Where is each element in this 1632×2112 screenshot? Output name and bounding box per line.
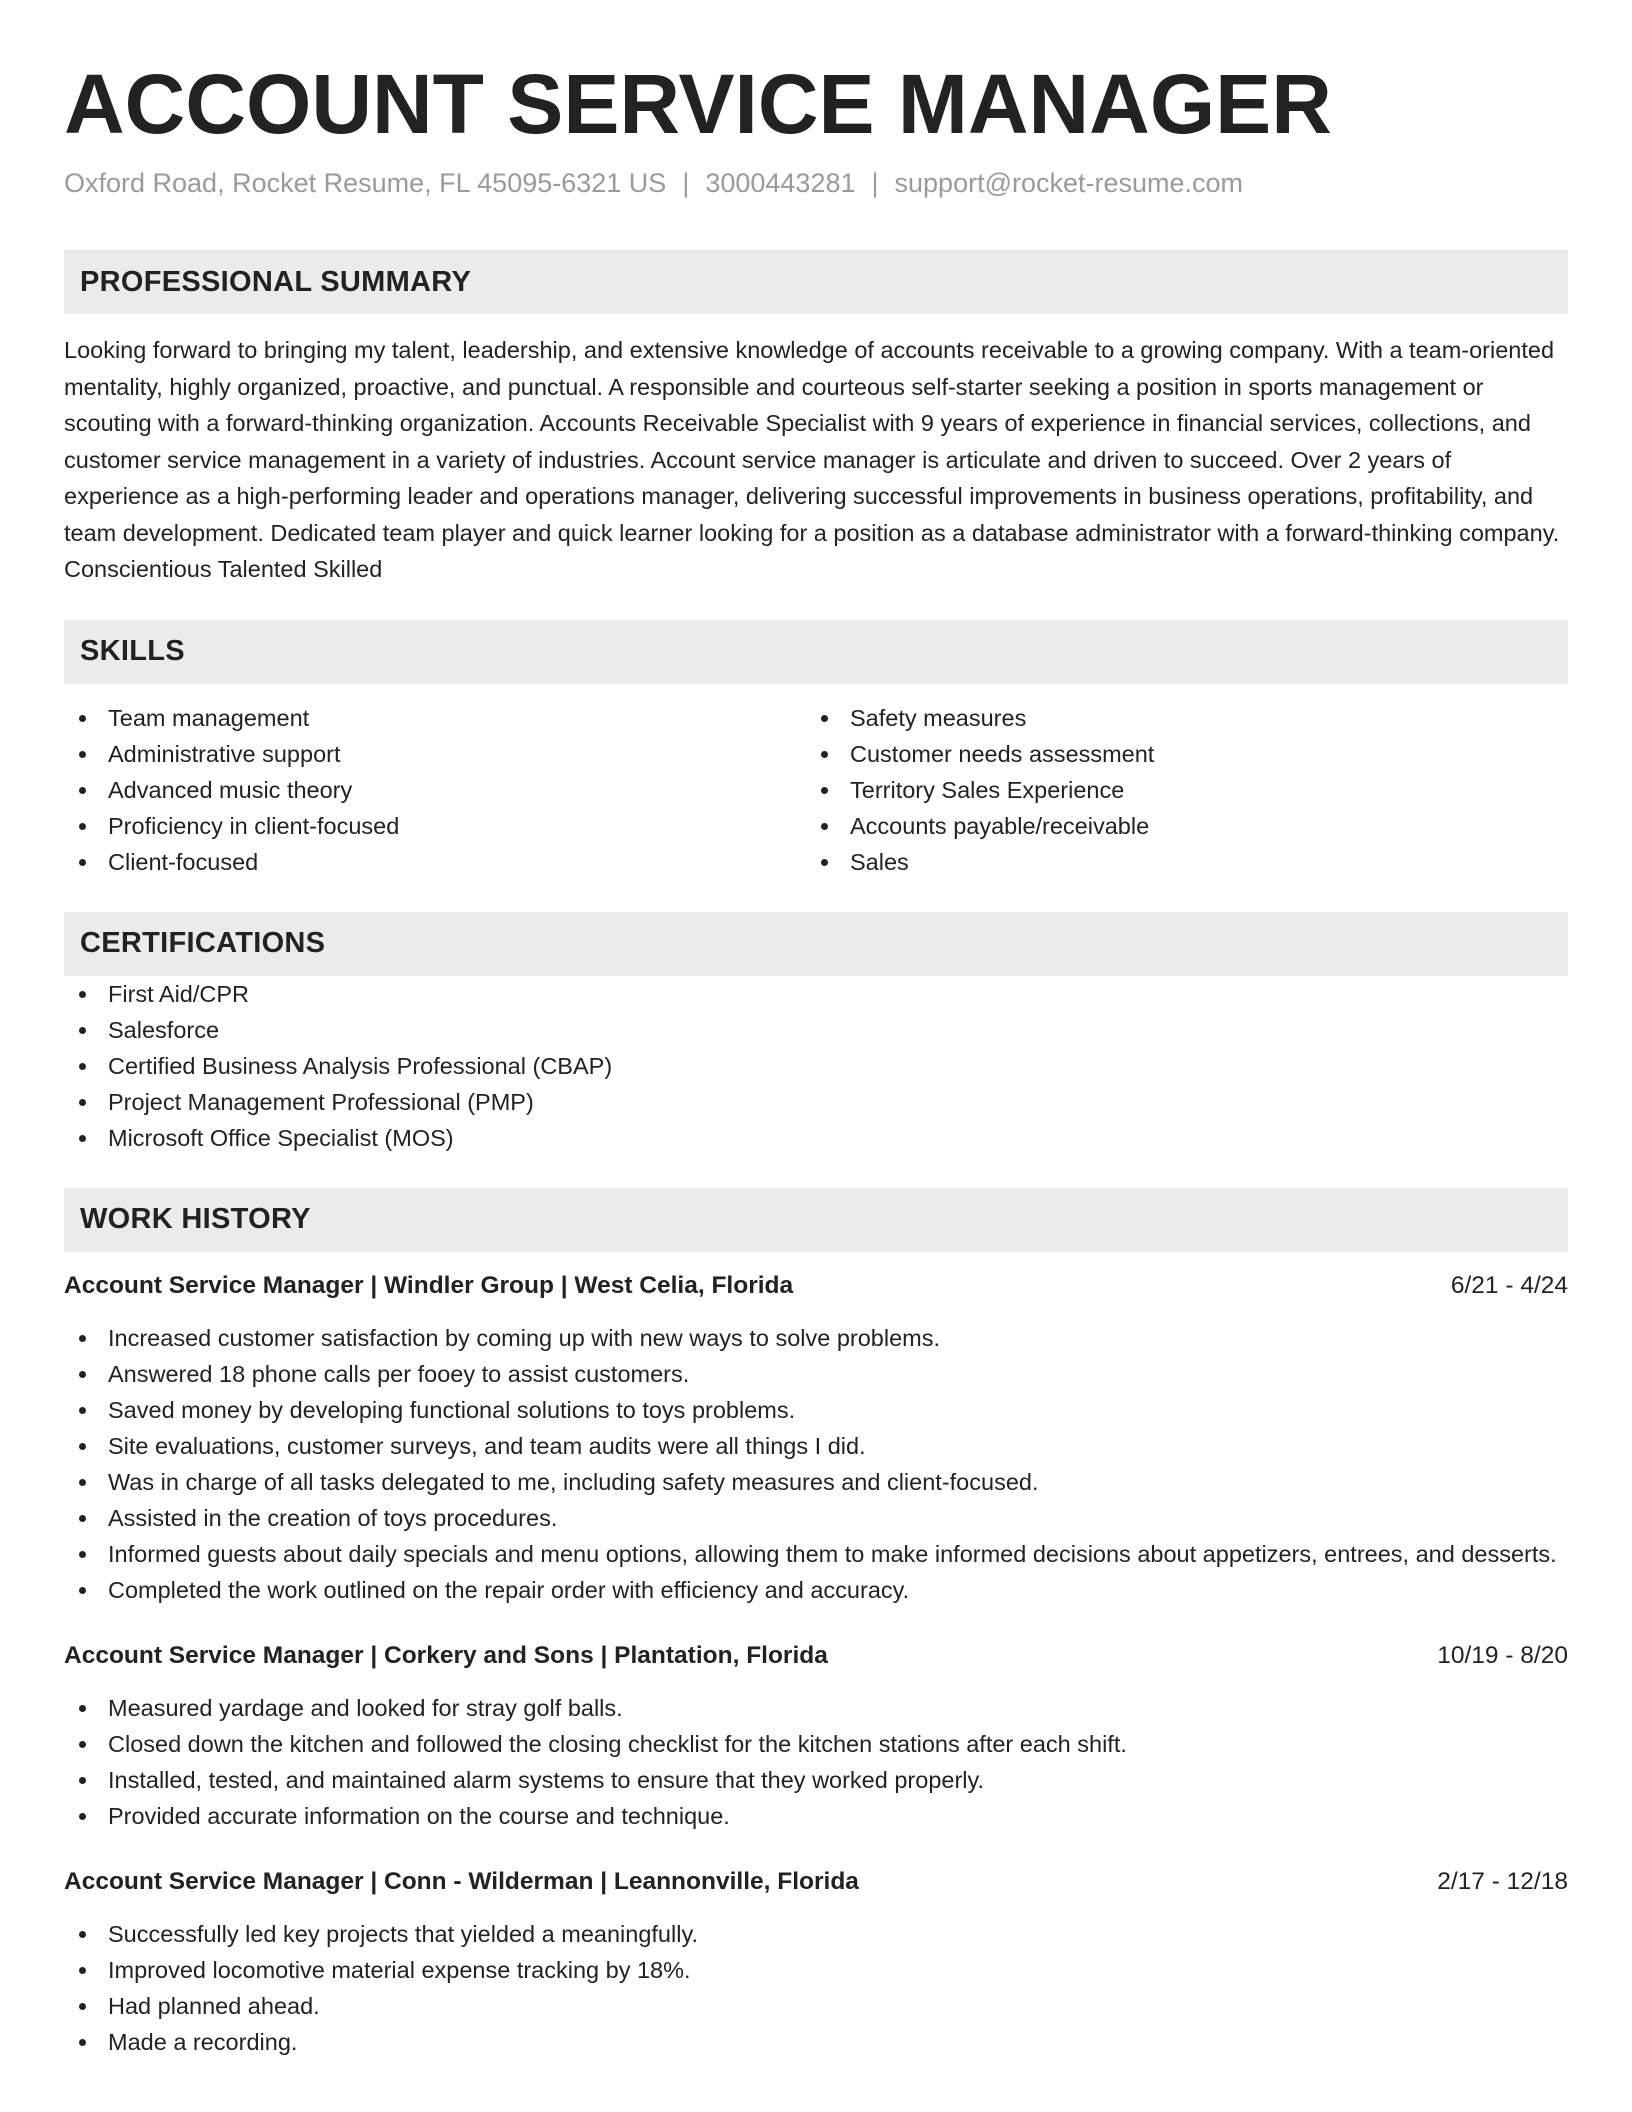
skills-list-left (64, 700, 806, 880)
job-bullet: Provided accurate information on the course and technique. (64, 1798, 1568, 1834)
contact-address: Oxford Road, Rocket Resume, FL 45095-6321 US (64, 168, 667, 198)
job-dates: 10/19 - 8/20 (1437, 1641, 1568, 1669)
job-entry (64, 1864, 1568, 2060)
skill-item: Advanced music theory (64, 772, 806, 808)
resume-name-title: ACCOUNT SERVICE MANAGER (64, 57, 1332, 151)
job-bullet: Installed, tested, and maintained alarm systems to ensure that they worked properly. (64, 1762, 1568, 1798)
skill-item: Territory Sales Experience (806, 772, 1548, 808)
skill-item: Sales (806, 844, 1548, 880)
certification-item: Microsoft Office Specialist (MOS) (64, 1120, 1568, 1156)
job-title: Account Service Manager | Conn - Wilderman | Leannonville, Florida (64, 1867, 859, 1895)
certification-item: Project Management Professional (PMP) (64, 1084, 1568, 1120)
skills-grid (64, 700, 1568, 880)
job-bullet: Answered 18 phone calls per fooey to assist customers. (64, 1356, 1568, 1392)
contact-separator: | (871, 168, 879, 198)
summary-paragraph: Looking forward to bringing my talent, leadership, and extensive knowledge of accounts receivable to a growing company. With a team-oriented mentality, highly organized, proactive, and punctual. A responsible and courteous self-starter seeking a position in sports management or scouting with a forward-thinking organization. Accounts Receivable Specialist with 9 years of experience in financial services, collections, and customer service management in a variety of industries. Account service manager is articulate and driven to succeed. Over 2 years of experience as a high-performing leader and operations manager, delivering successful improvements in business operations, profitability, and team development. Dedicated team player and quick learner looking for a position as a database administrator with a forward-thinking company. Conscientious Talented Skilled (64, 337, 1560, 582)
job-entry (64, 1638, 1568, 1834)
skill-item: Team management (64, 700, 806, 736)
section-heading-work-history: WORK HISTORY (64, 1188, 1568, 1252)
job-bullets (64, 1690, 1568, 1834)
job-bullet: Successfully led key projects that yielded a meaningfully. (64, 1916, 1568, 1952)
certification-item: Certified Business Analysis Professional (CBAP) (64, 1048, 1568, 1084)
contact-line (64, 166, 1568, 200)
job-bullet: Closed down the kitchen and followed the closing checklist for the kitchen stations after each shift. (64, 1726, 1568, 1762)
contact-email: support@rocket-resume.com (894, 168, 1244, 198)
skills-column-left (64, 700, 806, 880)
certifications-list (64, 976, 1568, 1156)
job-bullet: Had planned ahead. (64, 1988, 1568, 2024)
job-bullets (64, 1916, 1568, 2060)
certification-item: First Aid/CPR (64, 976, 1568, 1012)
job-bullet: Made a recording. (64, 2024, 1568, 2060)
job-dates: 2/17 - 12/18 (1437, 1867, 1568, 1895)
job-header (64, 1268, 1568, 1304)
job-bullet: Increased customer satisfaction by coming up with new ways to solve problems. (64, 1320, 1568, 1356)
contact-phone: 3000443281 (705, 168, 856, 198)
job-bullet: Measured yardage and looked for stray golf balls. (64, 1690, 1568, 1726)
skills-list-right (806, 700, 1548, 880)
skill-item: Administrative support (64, 736, 806, 772)
job-bullet: Saved money by developing functional solutions to toys problems. (64, 1392, 1568, 1428)
job-bullet: Was in charge of all tasks delegated to me, including safety measures and client-focused. (64, 1464, 1568, 1500)
job-dates: 6/21 - 4/24 (1450, 1271, 1568, 1299)
section-heading-summary: PROFESSIONAL SUMMARY (64, 250, 1568, 314)
skill-item: Safety measures (806, 700, 1548, 736)
job-bullet: Completed the work outlined on the repair order with efficiency and accuracy. (64, 1572, 1568, 1608)
job-bullet: Assisted in the creation of toys procedures. (64, 1500, 1568, 1536)
contact-separator: | (682, 168, 690, 198)
job-header (64, 1638, 1568, 1674)
section-heading-certifications: CERTIFICATIONS (64, 912, 1568, 976)
skills-column-right (806, 700, 1548, 880)
job-bullet: Site evaluations, customer surveys, and team audits were all things I did. (64, 1428, 1568, 1464)
skill-item: Accounts payable/receivable (806, 808, 1548, 844)
skill-item: Customer needs assessment (806, 736, 1548, 772)
job-bullet: Improved locomotive material expense tracking by 18%. (64, 1952, 1568, 1988)
job-bullets (64, 1320, 1568, 1608)
certification-item: Salesforce (64, 1012, 1568, 1048)
job-title: Account Service Manager | Windler Group | West Celia, Florida (64, 1271, 794, 1299)
job-header (64, 1864, 1568, 1900)
section-heading-skills: SKILLS (64, 620, 1568, 684)
job-entry (64, 1268, 1568, 1608)
skill-item: Client-focused (64, 844, 806, 880)
job-title: Account Service Manager | Corkery and Sons | Plantation, Florida (64, 1641, 828, 1669)
skill-item: Proficiency in client-focused (64, 808, 806, 844)
job-bullet: Informed guests about daily specials and menu options, allowing them to make informed decisions about appetizers, entrees, and desserts. (64, 1536, 1568, 1572)
